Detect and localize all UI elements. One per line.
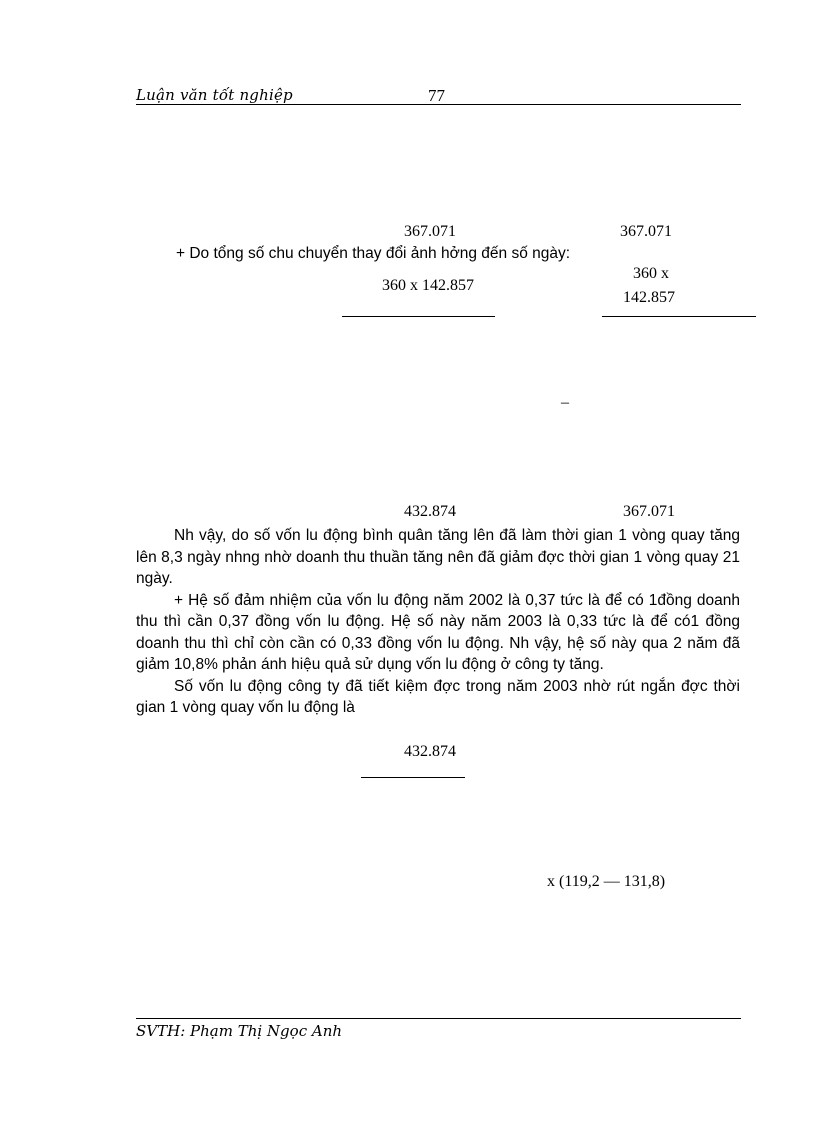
formula3-fraction-bar: [361, 777, 465, 778]
formula1-label: + Do tổng số chu chuyển thay đổi ảnh hởng đến số ngày:: [176, 245, 571, 262]
formula1-denominator-left: 360 x 142.857: [382, 277, 474, 294]
formula1-denominator-right-line2: 142.857: [623, 289, 675, 306]
formula1-fraction-bar-right: [602, 316, 756, 317]
paragraph-3: Số vốn lu động công ty đã tiết kiệm đợc trong năm 2003 nhờ rút ngắn đợc thời gian 1 vòng quay vốn lu động là: [136, 677, 740, 716]
paragraph-1: Nh vậy, do số vốn lu động bình quân tăng lên đã làm thời gian 1 vòng quay tăng lên 8,3 ngày nhng nhờ doanh thu thuần tăng nên đã giảm đợc thời gian 1 vòng quay 21 ngày.: [136, 527, 740, 587]
minus-sign: –: [561, 394, 569, 411]
formula1-numerator-right: 367.071: [620, 223, 672, 240]
footer-author: SVTH: Phạm Thị Ngọc Anh: [136, 1022, 343, 1040]
header-rule: [136, 104, 741, 105]
formula1-fraction-bar-left: [342, 316, 495, 317]
formula3-multiplier: x (119,2 — 131,8): [547, 873, 666, 890]
formula2-numerator-left: 432.874: [404, 503, 456, 520]
formula3-numerator: 432.874: [404, 743, 456, 760]
footer-rule: [136, 1018, 741, 1019]
page-number: 77: [428, 86, 445, 105]
body-text: [136, 525, 740, 719]
formula1-denominator-right-line1: 360 x: [633, 265, 669, 282]
formula2-numerator-right: 367.071: [623, 503, 675, 520]
paragraph-2: + Hệ số đảm nhiệm của vốn lu động năm 2002 là 0,37 tức là để có 1đồng doanh thu thì cần 0,37 đồng vốn lu động. Hệ số này năm 2003 là 0,33 tức là để có1 đồng doanh thu thì chỉ còn cần có 0,33 đồng vốn lu động. Nh vậy, hệ số này qua 2 năm đã giảm 10,8% phản ánh hiệu quả sử dụng vốn lu động ở công ty tăng.: [136, 591, 740, 673]
formula1-numerator-left: 367.071: [404, 223, 456, 240]
header-title: Luận văn tốt nghiệp: [136, 86, 293, 104]
